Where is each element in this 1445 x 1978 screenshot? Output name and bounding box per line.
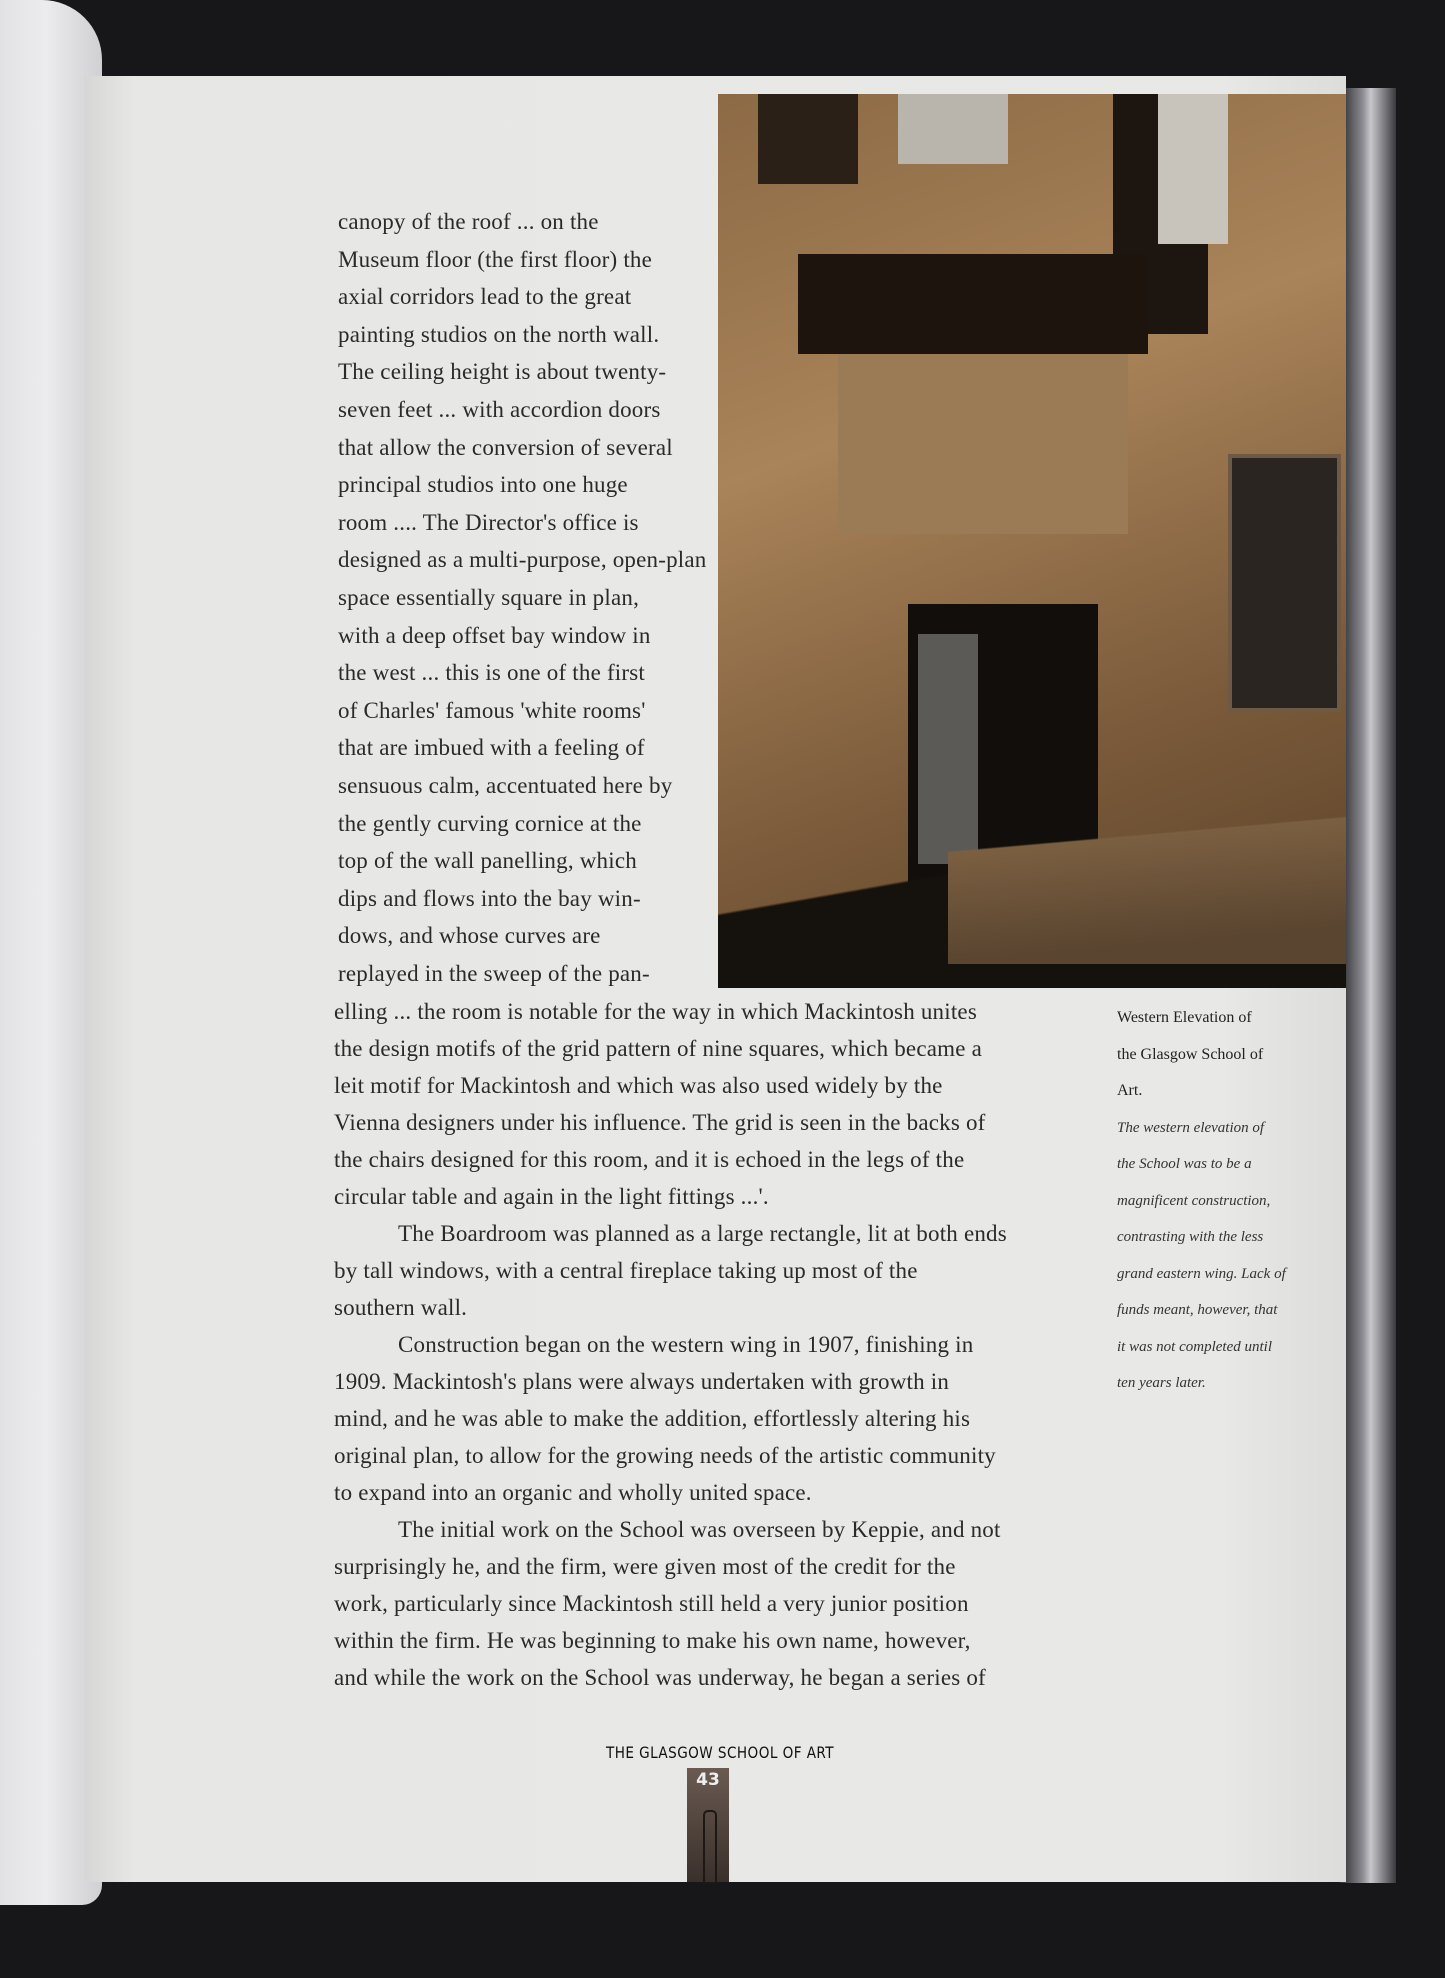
text-line: southern wall.: [334, 1295, 468, 1320]
text-line: that are imbued with a feeling of: [338, 735, 645, 761]
text-line: to expand into an organic and wholly united space.: [334, 1480, 812, 1505]
text-line: Museum floor (the first floor) the: [338, 246, 653, 272]
text-line: elling ... the room is notable for the way in which Mackintosh unites: [334, 999, 977, 1024]
text-line: the gently curving cornice at the: [338, 810, 642, 836]
caption-body-line: The western elevation of: [1117, 1119, 1265, 1136]
text-line: circular table and again in the light fittings ...'.: [334, 1184, 769, 1209]
text-line: by tall windows, with a central fireplace taking up most of the: [334, 1258, 918, 1283]
caption-body-line: it was not completed until: [1117, 1338, 1272, 1355]
text-line: Construction began on the western wing in 1907, finishing in: [398, 1332, 974, 1357]
text-line: leit motif for Mackintosh and which was also used widely by the: [334, 1073, 943, 1098]
text-line: and while the work on the School was underway, he began a series of: [334, 1665, 986, 1690]
text-line: the design motifs of the grid pattern of nine squares, which became a: [334, 1036, 983, 1061]
text-line: surprisingly he, and the firm, were given most of the credit for the: [334, 1554, 956, 1579]
caption-body-line: contrasting with the less: [1117, 1229, 1264, 1245]
text-line: of Charles' famous 'white rooms': [338, 697, 646, 723]
ornament-icon: [703, 1810, 717, 1884]
text-line: replayed in the sweep of the pan-: [338, 960, 650, 986]
building-photo: [718, 94, 1346, 988]
text-line: mind, and he was able to make the addition, effortlessly altering his: [334, 1406, 971, 1431]
text-line: seven feet ... with accordion doors: [338, 396, 661, 422]
caption-body-line: the School was to be a: [1117, 1156, 1252, 1172]
text-line: original plan, to allow for the growing needs of the artistic community: [334, 1443, 996, 1468]
page-number-ornament: [687, 1768, 729, 1882]
text-line: axial corridors lead to the great: [338, 284, 632, 310]
caption-body-line: grand eastern wing. Lack of: [1117, 1265, 1286, 1282]
text-line: The initial work on the School was overseen by Keppie, and not: [398, 1517, 1001, 1542]
text-line: painting studios on the north wall.: [338, 321, 660, 347]
text-line: designed as a multi-purpose, open-plan: [338, 547, 707, 573]
body-text-column-narrow: [338, 203, 713, 992]
text-line: principal studios into one huge: [338, 472, 628, 498]
photo-caption: [1117, 1000, 1327, 1402]
text-line: within the firm. He was beginning to make his own name, however,: [334, 1628, 971, 1653]
text-line: Vienna designers under his influence. The grid is seen in the backs of: [334, 1110, 986, 1135]
text-line: top of the wall panelling, which: [338, 848, 637, 874]
text-line: the west ... this is one of the first: [338, 660, 645, 686]
text-line: space essentially square in plan,: [338, 584, 640, 610]
text-line: sensuous calm, accentuated here by: [338, 772, 673, 798]
text-line: with a deep offset bay window in: [338, 622, 651, 648]
book-page-edges: [1340, 88, 1396, 1883]
text-line: The Boardroom was planned as a large rectangle, lit at both ends: [398, 1221, 1007, 1246]
caption-title-line: Western Elevation of: [1117, 1009, 1252, 1026]
body-text-column-wide: [334, 993, 1099, 1696]
caption-title-line: the Glasgow School of: [1117, 1045, 1264, 1063]
text-line: the chairs designed for this room, and it is echoed in the legs of the: [334, 1147, 965, 1172]
caption-title-line: Art.: [1117, 1082, 1143, 1099]
text-line: The ceiling height is about twenty-: [338, 359, 667, 385]
text-line: room .... The Director's office is: [338, 509, 639, 535]
caption-body-line: magnificent construction,: [1117, 1192, 1271, 1209]
page-number: 43: [696, 1770, 720, 1790]
text-line: canopy of the roof ... on the: [338, 209, 599, 234]
caption-body-line: ten years later.: [1117, 1375, 1206, 1391]
running-footer-title: THE GLASGOW SCHOOL OF ART: [606, 1743, 835, 1762]
text-line: that allow the conversion of several: [338, 434, 673, 460]
text-line: dips and flows into the bay win-: [338, 885, 641, 911]
text-line: work, particularly since Mackintosh still held a very junior position: [334, 1591, 969, 1616]
caption-body-line: funds meant, however, that: [1117, 1302, 1278, 1318]
text-line: 1909. Mackintosh's plans were always undertaken with growth in: [334, 1369, 950, 1394]
text-line: dows, and whose curves are: [338, 923, 601, 949]
